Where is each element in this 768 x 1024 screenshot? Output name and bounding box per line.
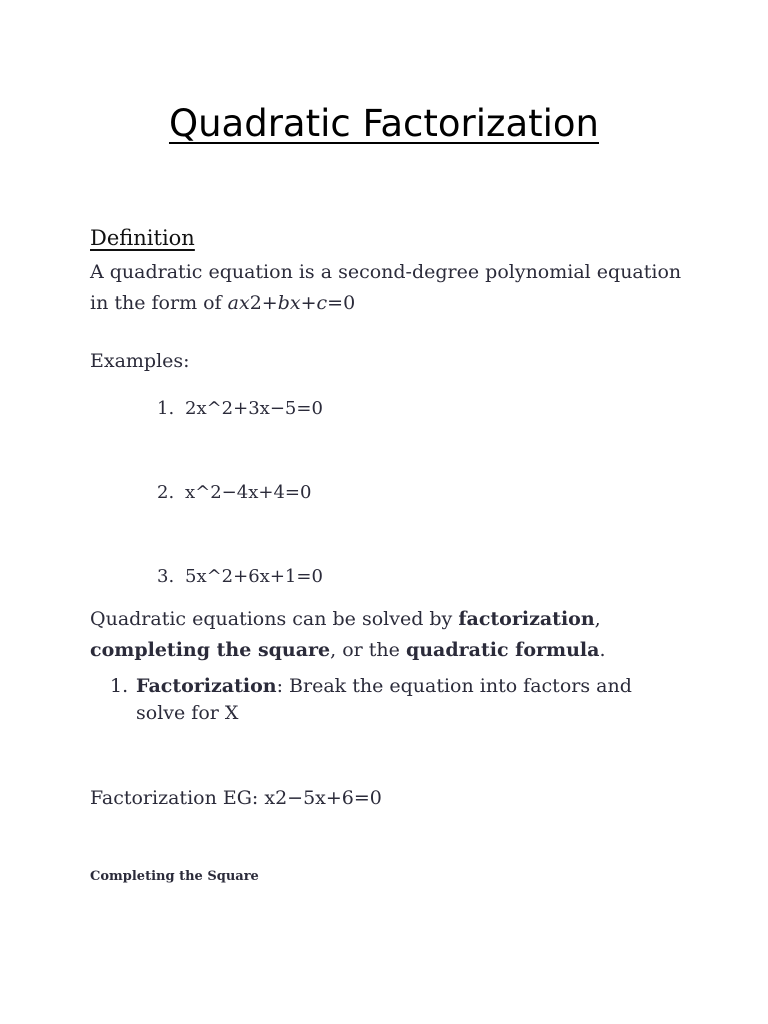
example-item <box>157 564 323 590</box>
factorization-label: Factorization <box>136 675 277 697</box>
factorization-example: Factorization EG: x2−5x+6=0 <box>90 787 382 809</box>
example-equation: 2x^2+3x−5=0 <box>185 398 323 419</box>
example-number: 3. <box>157 566 175 587</box>
completing-square-term: completing the square <box>90 639 331 661</box>
factorization-term: factorization <box>458 608 595 630</box>
quadratic-formula: ax2+bx+c=0 <box>227 292 356 314</box>
example-number: 2. <box>157 482 175 503</box>
methods-paragraph: Quadratic equations can be solved by factorization, completing the square, or the quadratic formula. <box>90 608 606 661</box>
example-equation: 5x^2+6x+1=0 <box>185 566 323 587</box>
definition-sentence: A quadratic equation is a second-degree polynomial equation in the form of <box>90 261 682 314</box>
completing-square-heading: Completing the Square <box>90 869 259 884</box>
definition-text <box>90 257 690 319</box>
list-number: 1. <box>110 675 129 697</box>
example-equation: x^2−4x+4=0 <box>185 482 312 503</box>
examples-label: Examples: <box>90 350 190 372</box>
example-number: 1. <box>157 398 175 419</box>
list-item-text: Factorization: Break the equation into factors and solve for X <box>136 675 632 724</box>
example-item <box>157 480 311 506</box>
definition-heading: Definition <box>90 226 195 250</box>
example-item <box>157 396 323 422</box>
page-title: Quadratic Factorization <box>168 102 600 145</box>
quadratic-formula-term: quadratic formula <box>405 639 600 661</box>
factorization-list-item <box>110 673 670 727</box>
